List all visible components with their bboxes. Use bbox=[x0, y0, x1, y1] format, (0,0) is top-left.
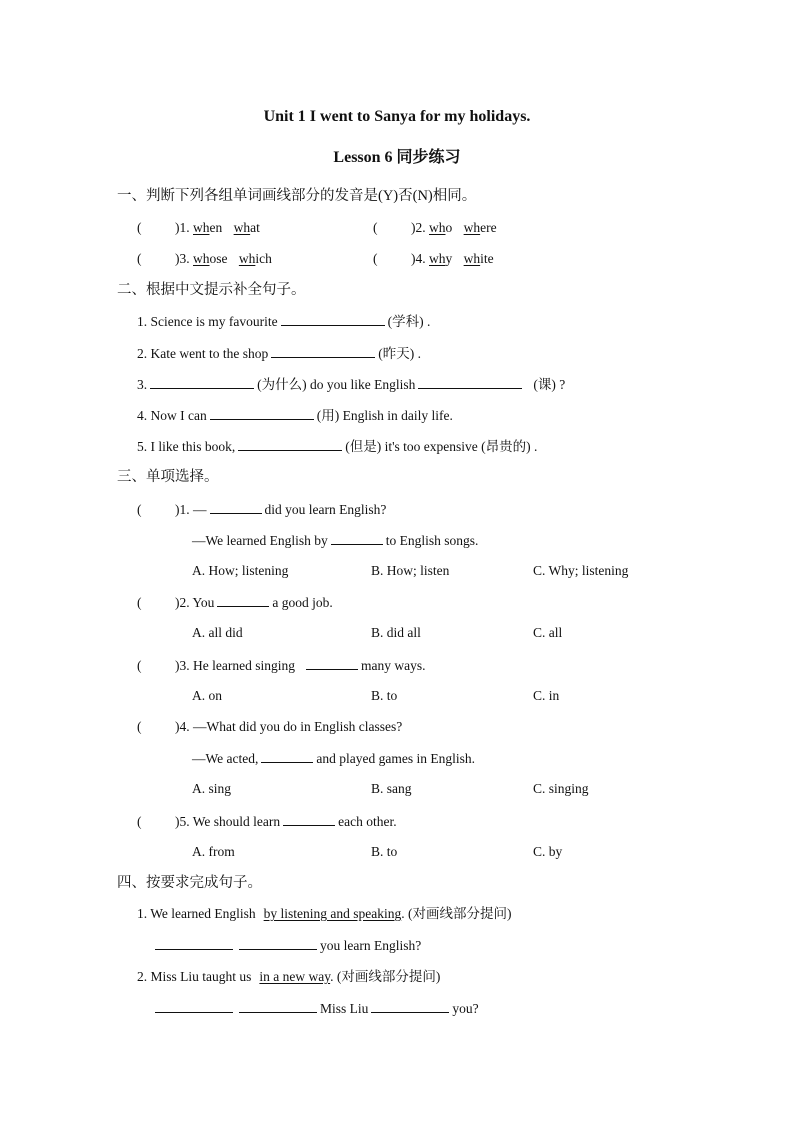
answer-blank[interactable] bbox=[155, 936, 233, 950]
s3-q2-option-a[interactable]: A. all did bbox=[192, 625, 243, 640]
s3-q3-option-c[interactable]: C. in bbox=[533, 688, 560, 703]
s3-q4-option-a[interactable]: A. sing bbox=[192, 781, 232, 796]
s3-q1-option-a[interactable]: A. How; listening bbox=[192, 563, 289, 578]
s1-item-2: ( )2. who where bbox=[373, 220, 497, 235]
s3-q4-option-c[interactable]: C. singing bbox=[533, 781, 589, 796]
page-subtitle: Lesson 6 同步练习 bbox=[333, 149, 461, 166]
answer-blank[interactable] bbox=[331, 531, 383, 545]
s2-sentence-3: 3. (为什么) do you like English (课) ? bbox=[137, 377, 566, 392]
s4-item-1: 1. We learned English by listening and speaking. (对画线部分提问) bbox=[137, 906, 512, 921]
s3-q5-option-a[interactable]: A. from bbox=[192, 844, 235, 859]
s3-q4-option-b[interactable]: B. sang bbox=[371, 781, 412, 796]
s1-item-4: ( )4. why white bbox=[373, 251, 494, 266]
section-1-heading: 一、判断下列各组单词画线部分的发音是(Y)否(N)相同。 bbox=[117, 188, 477, 204]
s3-question-1-line-2: —We learned English by to English songs. bbox=[192, 533, 479, 548]
answer-blank[interactable] bbox=[210, 406, 314, 420]
section-4-heading: 四、按要求完成句子。 bbox=[117, 875, 262, 891]
answer-blank[interactable] bbox=[306, 656, 358, 670]
answer-blank[interactable] bbox=[239, 999, 317, 1013]
s3-question-3: ( )3. He learned singing many ways. bbox=[137, 658, 426, 673]
answer-blank[interactable] bbox=[281, 312, 385, 326]
s2-sentence-2: 2. Kate went to the shop (昨天) . bbox=[137, 346, 421, 361]
s3-q3-option-a[interactable]: A. on bbox=[192, 688, 222, 703]
answer-blank[interactable] bbox=[150, 375, 254, 389]
s4-item-1-answer: you learn English? bbox=[155, 936, 421, 955]
s3-q5-option-b[interactable]: B. to bbox=[371, 844, 398, 859]
s3-question-2: ( )2. You a good job. bbox=[137, 595, 333, 610]
answer-blank[interactable] bbox=[418, 375, 522, 389]
s2-sentence-5: 5. I like this book, (但是) it's too expensive (昂贵的) . bbox=[137, 439, 538, 454]
s4-item-2-answer: Miss Liu you? bbox=[155, 999, 479, 1018]
s3-q3-option-b[interactable]: B. to bbox=[371, 688, 398, 703]
s1-item-1: ( )1. when what bbox=[137, 220, 260, 235]
s3-question-4-line-2: —We acted, and played games in English. bbox=[192, 751, 475, 766]
s3-q5-option-c[interactable]: C. by bbox=[533, 844, 563, 859]
s3-q2-option-c[interactable]: C. all bbox=[533, 625, 563, 640]
answer-blank[interactable] bbox=[238, 437, 342, 451]
answer-blank[interactable] bbox=[371, 999, 449, 1013]
s4-item-2: 2. Miss Liu taught us in a new way. (对画线部分提问) bbox=[137, 969, 441, 984]
s1-item-3: ( )3. whose which bbox=[137, 251, 272, 266]
answer-blank[interactable] bbox=[155, 999, 233, 1013]
s3-question-4: ( )4. —What did you do in English classes? bbox=[137, 719, 403, 734]
answer-blank[interactable] bbox=[217, 593, 269, 607]
page-title: Unit 1 I went to Sanya for my holidays. bbox=[263, 108, 531, 125]
answer-blank[interactable] bbox=[261, 749, 313, 763]
answer-blank[interactable] bbox=[210, 500, 262, 514]
answer-blank[interactable] bbox=[271, 344, 375, 358]
section-2-heading: 二、根据中文提示补全句子。 bbox=[117, 282, 306, 298]
s3-q2-option-b[interactable]: B. did all bbox=[371, 625, 421, 640]
s2-sentence-4: 4. Now I can (用) English in daily life. bbox=[137, 408, 453, 423]
section-3-heading: 三、单项选择。 bbox=[117, 469, 219, 485]
s3-question-5: ( )5. We should learn each other. bbox=[137, 814, 397, 829]
s3-q1-option-b[interactable]: B. How; listen bbox=[371, 563, 450, 578]
s2-sentence-1: 1. Science is my favourite (学科) . bbox=[137, 314, 431, 329]
answer-blank[interactable] bbox=[283, 812, 335, 826]
s3-q1-option-c[interactable]: C. Why; listening bbox=[533, 563, 629, 578]
answer-blank[interactable] bbox=[239, 936, 317, 950]
s3-question-1: ( )1. — did you learn English? bbox=[137, 502, 387, 517]
